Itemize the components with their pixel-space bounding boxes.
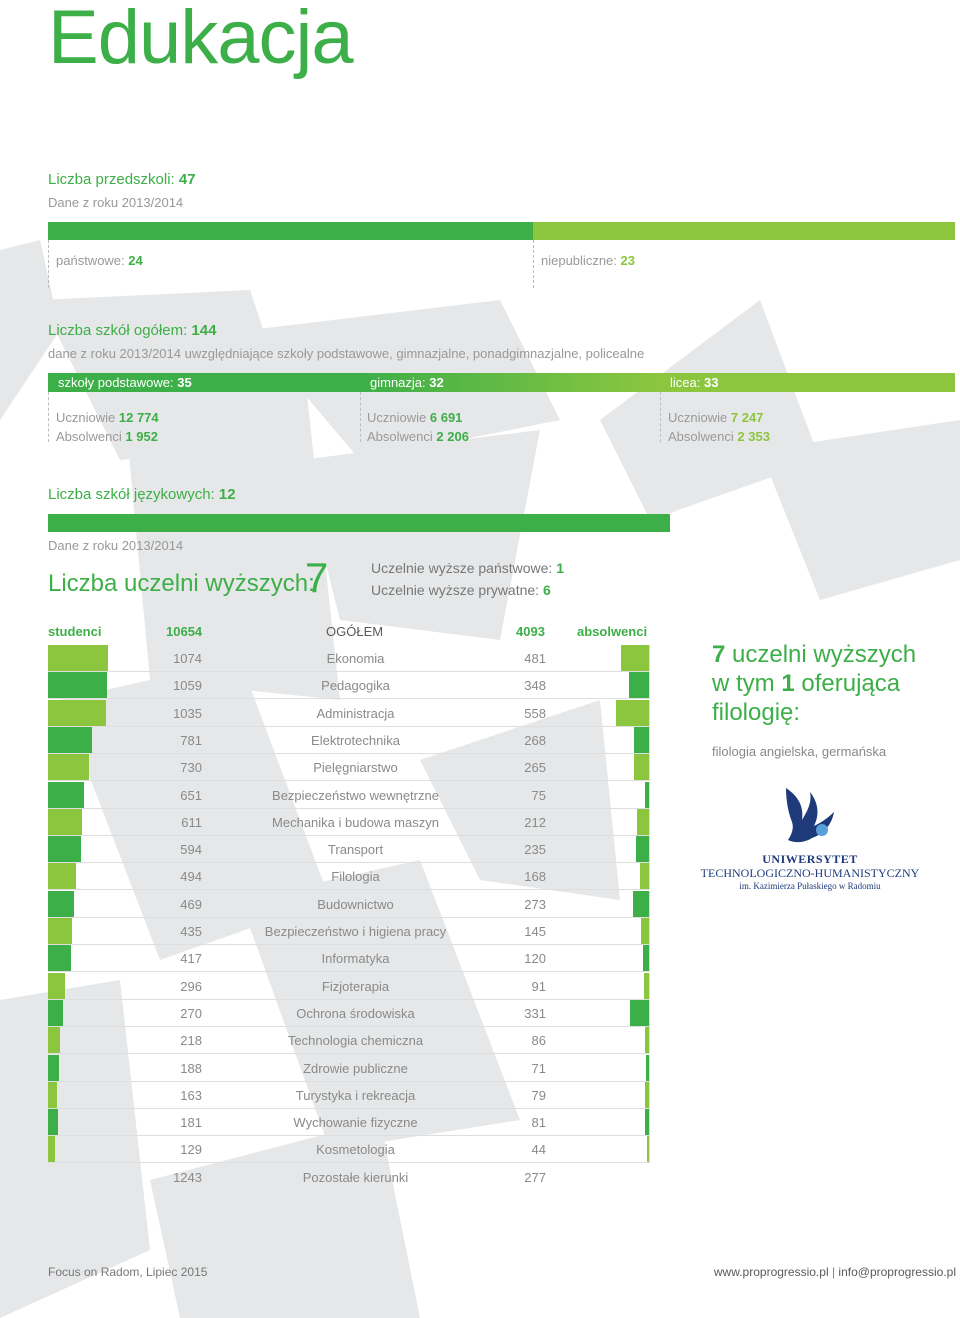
graduates-value: 75 bbox=[531, 787, 546, 803]
summary-line-1 bbox=[712, 640, 952, 669]
high-schools-bar bbox=[660, 373, 955, 392]
table-row bbox=[48, 700, 650, 727]
students-value: 1243 bbox=[173, 1169, 202, 1185]
graduates-bar bbox=[634, 727, 650, 754]
private-universities-count: 6 bbox=[542, 582, 551, 598]
grads-value: 1 952 bbox=[125, 429, 158, 444]
table-row bbox=[48, 1082, 650, 1109]
total-graduates: 4093 bbox=[516, 624, 545, 639]
table-row bbox=[48, 754, 650, 781]
students-value: 494 bbox=[180, 869, 202, 885]
grads-value: 2 206 bbox=[436, 429, 469, 444]
divider bbox=[660, 392, 661, 442]
language-schools-note: Dane z roku 2013/2014 bbox=[48, 538, 184, 553]
students-bar bbox=[48, 672, 107, 699]
high-schools-count: 33 bbox=[703, 375, 719, 390]
table-row bbox=[48, 782, 650, 809]
graduates-value: 44 bbox=[531, 1142, 546, 1158]
schools-count bbox=[48, 322, 216, 339]
row-edge bbox=[649, 700, 650, 727]
students-bar bbox=[48, 1082, 57, 1109]
graduates-bar bbox=[636, 836, 650, 863]
graduates-value: 86 bbox=[531, 1033, 546, 1049]
students-bar bbox=[48, 727, 92, 754]
students-value: 270 bbox=[180, 1005, 202, 1021]
row-edge bbox=[649, 727, 650, 754]
field-name: Turystyka i rekreacja bbox=[295, 1087, 416, 1103]
students-value: 163 bbox=[180, 1087, 202, 1103]
middle-schools-label: gimnazja: bbox=[370, 375, 426, 390]
footer-source: Focus on Radom, Lipiec 2015 bbox=[48, 1265, 208, 1279]
field-name: Informatyka bbox=[321, 951, 390, 967]
students-bar bbox=[48, 782, 84, 809]
pupils-value: 12 774 bbox=[118, 410, 159, 425]
preschool-label: Liczba przedszkoli: bbox=[48, 171, 175, 188]
preschool-public-label: państwowe: bbox=[56, 253, 125, 268]
row-edge bbox=[649, 973, 650, 1000]
table-row bbox=[48, 645, 650, 672]
students-bar bbox=[48, 754, 89, 781]
website-link[interactable]: www.proprogressio.pl bbox=[713, 1265, 829, 1279]
row-edge bbox=[649, 945, 650, 972]
primary-grads bbox=[56, 427, 159, 446]
graduates-value: 481 bbox=[524, 651, 546, 666]
table-row bbox=[48, 672, 650, 699]
row-edge bbox=[649, 809, 650, 836]
students-bar bbox=[48, 945, 71, 972]
table-row bbox=[48, 727, 650, 754]
university-logo bbox=[690, 786, 930, 896]
graduates-bar bbox=[616, 700, 650, 727]
graduates-value: 265 bbox=[524, 760, 546, 776]
graduates-value: 348 bbox=[524, 678, 546, 694]
students-bar bbox=[48, 645, 108, 672]
students-value: 1035 bbox=[173, 705, 202, 721]
table-row bbox=[48, 1027, 650, 1054]
grads-label: Absolwenci bbox=[56, 429, 122, 444]
philology-summary bbox=[712, 640, 952, 727]
grads-value: 2 353 bbox=[737, 429, 770, 444]
high-schools-stats bbox=[668, 408, 770, 446]
language-schools-label: Liczba szkół językowych: bbox=[48, 486, 215, 503]
graduates-header: absolwenci bbox=[577, 624, 648, 639]
field-name: Bezpieczeństwo wewnętrzne bbox=[272, 787, 439, 803]
row-edge bbox=[649, 672, 650, 699]
row-edge bbox=[649, 1055, 650, 1082]
students-bar bbox=[48, 863, 76, 890]
divider bbox=[533, 240, 534, 288]
students-header: studenci bbox=[48, 624, 102, 639]
graduates-value: 168 bbox=[524, 869, 546, 885]
preschool-public-bar bbox=[48, 222, 533, 240]
pupils-label: Uczniowie bbox=[367, 410, 427, 425]
preschool-private-label: niepubliczne: bbox=[541, 253, 617, 268]
students-value: 611 bbox=[181, 814, 202, 830]
students-bar bbox=[48, 809, 82, 836]
private-universities-label: Uczelnie wyższe prywatne: bbox=[371, 582, 540, 598]
high-pupils bbox=[668, 408, 770, 427]
field-name: Ekonomia bbox=[326, 651, 385, 666]
students-value: 129 bbox=[180, 1142, 202, 1158]
graduates-bar bbox=[621, 645, 650, 672]
students-value: 181 bbox=[180, 1115, 202, 1131]
graduates-bar bbox=[634, 754, 650, 781]
students-value: 594 bbox=[180, 842, 202, 858]
public-universities bbox=[371, 557, 564, 579]
graduates-value: 120 bbox=[524, 951, 546, 967]
graduates-value: 235 bbox=[524, 842, 546, 858]
students-value: 296 bbox=[180, 978, 202, 994]
middle-schools-stats bbox=[367, 408, 469, 446]
table-row bbox=[48, 891, 650, 918]
row-edge bbox=[649, 836, 650, 863]
graduates-value: 79 bbox=[531, 1087, 546, 1103]
preschool-public bbox=[56, 253, 143, 268]
table-row bbox=[48, 863, 650, 890]
pupils-label: Uczniowie bbox=[56, 410, 116, 425]
preschool-public-count: 24 bbox=[128, 253, 143, 268]
email-link[interactable]: info@proprogressio.pl bbox=[838, 1265, 956, 1279]
table-row bbox=[48, 945, 650, 972]
field-name: Administracja bbox=[316, 705, 395, 721]
students-value: 435 bbox=[180, 924, 202, 939]
middle-grads bbox=[367, 427, 469, 446]
students-bar bbox=[48, 973, 65, 1000]
preschool-private-bar bbox=[533, 222, 955, 240]
table-row bbox=[48, 1000, 650, 1027]
summary-text-1: uczelni wyższych bbox=[732, 641, 917, 668]
students-value: 1074 bbox=[173, 651, 202, 666]
divider bbox=[48, 240, 49, 288]
logo-line-3: im. Kazimierza Pułaskiego w Radomiu bbox=[739, 881, 881, 891]
students-value: 218 bbox=[180, 1033, 202, 1049]
row-edge bbox=[649, 1027, 650, 1054]
field-name: Pozostałe kierunki bbox=[302, 1169, 409, 1185]
graduates-value: 277 bbox=[524, 1169, 546, 1185]
primary-schools-count: 35 bbox=[177, 375, 192, 390]
students-value: 417 bbox=[180, 951, 202, 967]
table-row bbox=[48, 973, 650, 1000]
table-row bbox=[48, 836, 650, 863]
field-name: Mechanika i budowa maszyn bbox=[272, 814, 439, 830]
students-value: 188 bbox=[180, 1060, 202, 1076]
high-schools-label: licea: bbox=[670, 375, 701, 390]
page-title: Edukacja bbox=[48, 0, 353, 80]
pupils-label: Uczniowie bbox=[668, 410, 728, 425]
field-name: Pielęgniarstwo bbox=[313, 760, 398, 776]
students-value: 730 bbox=[180, 760, 202, 776]
primary-schools-bar bbox=[48, 373, 360, 392]
field-name: Budownictwo bbox=[317, 896, 394, 912]
public-universities-count: 1 bbox=[556, 560, 564, 576]
logo-line-1: UNIWERSYTET bbox=[762, 852, 858, 866]
field-name: Ochrona środowiska bbox=[296, 1005, 415, 1021]
table-row bbox=[48, 918, 650, 945]
graduates-value: 81 bbox=[531, 1115, 546, 1131]
row-edge bbox=[649, 1136, 650, 1163]
students-bar bbox=[48, 918, 72, 945]
graduates-value: 71 bbox=[531, 1060, 546, 1076]
private-universities bbox=[371, 579, 564, 601]
preschool-number: 47 bbox=[178, 171, 196, 188]
footer-contact bbox=[714, 1265, 956, 1279]
universities-breakdown bbox=[371, 557, 564, 601]
graduates-value: 558 bbox=[524, 705, 546, 721]
field-name: Elektrotechnika bbox=[311, 732, 400, 748]
field-name: Bezpieczeństwo i higiena pracy bbox=[264, 924, 447, 939]
field-name: Zdrowie publiczne bbox=[303, 1060, 408, 1076]
summary-text-2a: w tym bbox=[712, 670, 775, 697]
graduates-value: 331 bbox=[524, 1005, 546, 1021]
logo-line-2: TECHNOLOGICZNO-HUMANISTYCZNY bbox=[700, 866, 920, 880]
students-bar bbox=[48, 1055, 59, 1082]
table-row bbox=[48, 1164, 650, 1191]
summary-count: 7 bbox=[712, 641, 726, 668]
field-name: Kosmetologia bbox=[316, 1142, 395, 1158]
pupils-value: 7 247 bbox=[730, 410, 764, 425]
row-edge bbox=[649, 863, 650, 890]
students-bar bbox=[48, 1000, 63, 1027]
field-name: Pedagogika bbox=[321, 678, 390, 694]
language-schools-count bbox=[48, 486, 236, 503]
row-edge bbox=[649, 918, 650, 945]
preschool-private-count: 23 bbox=[620, 253, 635, 268]
row-edge bbox=[649, 1082, 650, 1109]
field-name: Wychowanie fizyczne bbox=[293, 1115, 418, 1131]
graduates-value: 212 bbox=[524, 814, 546, 830]
students-bar bbox=[48, 836, 81, 863]
philology-languages: filologia angielska, germańska bbox=[712, 744, 887, 759]
table-row bbox=[48, 809, 650, 836]
primary-schools-stats bbox=[56, 408, 159, 446]
primary-pupils bbox=[56, 408, 159, 427]
graduates-bar bbox=[633, 891, 650, 918]
table-row bbox=[48, 1109, 650, 1136]
graduates-value: 273 bbox=[524, 896, 546, 912]
preschool-private bbox=[541, 253, 635, 268]
grads-label: Absolwenci bbox=[367, 429, 433, 444]
language-schools-bar bbox=[48, 514, 670, 532]
field-name: Fizjoterapia bbox=[321, 978, 390, 994]
field-name: Technologia chemiczna bbox=[287, 1033, 424, 1049]
field-name: Transport bbox=[327, 842, 384, 858]
summary-count-2: 1 bbox=[781, 670, 795, 697]
public-universities-label: Uczelnie wyższe państwowe: bbox=[371, 560, 553, 576]
universities-count: 7 bbox=[305, 554, 329, 601]
students-value: 781 bbox=[180, 732, 202, 748]
students-value: 1059 bbox=[173, 678, 202, 694]
graduates-bar bbox=[630, 1000, 650, 1027]
middle-pupils bbox=[367, 408, 469, 427]
grads-label: Absolwenci bbox=[668, 429, 734, 444]
universities-label: Liczba uczelni wyższych: bbox=[48, 570, 315, 597]
summary-line-3: filologię: bbox=[712, 699, 801, 726]
row-edge bbox=[649, 1109, 650, 1136]
graduates-value: 268 bbox=[524, 732, 546, 748]
divider bbox=[360, 392, 361, 442]
students-value: 651 bbox=[180, 787, 202, 803]
preschool-note: Dane z roku 2013/2014 bbox=[48, 195, 184, 210]
students-value: 469 bbox=[180, 896, 202, 912]
eagle-logo-icon bbox=[778, 786, 838, 848]
middle-schools-bar bbox=[360, 373, 660, 392]
students-bar bbox=[48, 1027, 60, 1054]
language-schools-number: 12 bbox=[218, 486, 236, 503]
table-row bbox=[48, 1136, 650, 1163]
row-edge bbox=[649, 754, 650, 781]
schools-number: 144 bbox=[191, 322, 217, 339]
graduates-bar bbox=[629, 672, 650, 699]
graduates-value: 145 bbox=[524, 924, 546, 939]
middle-schools-count: 32 bbox=[429, 375, 444, 390]
graduates-value: 91 bbox=[531, 978, 546, 994]
primary-schools-label: szkoły podstawowe: bbox=[58, 375, 174, 390]
row-edge bbox=[649, 782, 650, 809]
total-label: OGÓŁEM bbox=[326, 624, 384, 639]
footer-separator: | bbox=[831, 1265, 836, 1279]
schools-note: dane z roku 2013/2014 uwzględniające szkoły podstawowe, gimnazjalne, ponadgimnazjalne, policealne bbox=[48, 346, 645, 361]
row-edge bbox=[649, 1000, 650, 1027]
divider bbox=[48, 392, 49, 442]
table-row bbox=[48, 1055, 650, 1082]
high-grads bbox=[668, 427, 770, 446]
row-edge bbox=[649, 645, 650, 672]
preschool-count bbox=[48, 171, 196, 188]
summary-line-2 bbox=[712, 669, 952, 698]
students-bar bbox=[48, 700, 106, 727]
pupils-value: 6 691 bbox=[429, 410, 463, 425]
summary-text-2b: oferująca bbox=[801, 670, 901, 697]
students-bar bbox=[48, 1109, 58, 1136]
schools-label: Liczba szkół ogółem: bbox=[48, 322, 188, 339]
total-students: 10654 bbox=[166, 624, 203, 639]
students-bar bbox=[48, 1136, 55, 1163]
students-bar bbox=[48, 891, 74, 918]
row-edge bbox=[649, 891, 650, 918]
field-name: Filologia bbox=[331, 869, 380, 885]
